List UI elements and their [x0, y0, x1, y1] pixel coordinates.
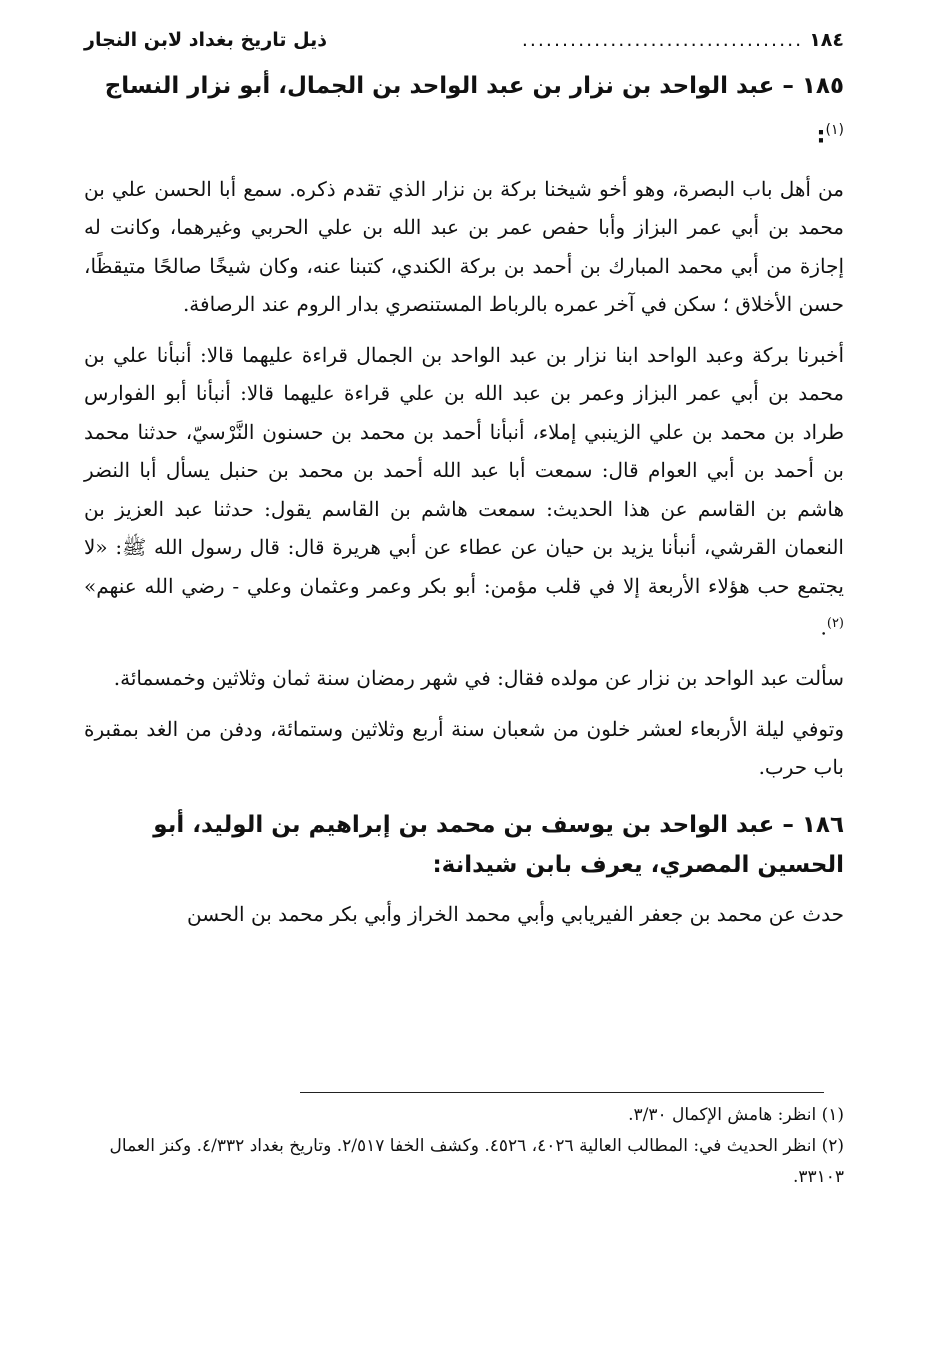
- entry-186-title: ١٨٦ – عبد الواحد بن يوسف بن محمد بن إبراهيم بن الوليد، أبو الحسين المصري، يعرف بابن شيدانة:: [153, 811, 844, 878]
- entry-185-title: [84, 64, 844, 158]
- footnote-1: (١) انظر: هامش الإكمال ٣/٣٠.: [628, 1105, 844, 1125]
- footnote-2: (٢) انظر الحديث في: المطالب العالية ٤٠٢٦، ٤٥٢٦. وكشف الخفا ٢/٥١٧. وتاريخ بغداد ٤/٣٣٢. وكنز العمال ٣٣١٠٣.: [109, 1136, 844, 1187]
- entry-186-text: حدث عن محمد بن جعفر الفيريابي وأبي محمد الخراز وأبي بكر محمد بن الحسن: [186, 901, 844, 926]
- footnote-separator: [300, 1092, 824, 1093]
- footnote-ref-1: (١): [825, 122, 844, 138]
- page-body: [84, 26, 844, 945]
- entry-185-title-text: ١٨٥ – عبد الواحد بن نزار بن عبد الواحد بن الجمال، أبو نزار النساج: [104, 73, 844, 99]
- page-number: ١٨٤: [809, 29, 844, 51]
- footnote-ref-2: (٢): [826, 616, 844, 632]
- running-title: ذيل تاريخ بغداد لابن النجار: [84, 29, 327, 51]
- entry-185-death: وتوفي ليلة الأربعاء لعشر خلون من شعبان سنة أربع وثلاثين وستمائة، ودفن من الغد بمقبرة باب حرب.: [84, 716, 844, 780]
- entry-185-title-colon: :: [816, 122, 826, 149]
- running-header: [84, 26, 844, 56]
- header-dot-leader: ...................................: [521, 29, 804, 51]
- entry-185-hadith: [84, 336, 844, 648]
- entry-185-birth: سألت عبد الواحد بن نزار عن مولده فقال: في شهر رمضان سنة ثمان وثلاثين وخمسمائة.: [113, 666, 844, 691]
- entry-185-biography: من أهل باب البصرة، وهو أخو شيخنا بركة بن نزار الذي تقدم ذكره. سمع أبا الحسن علي بن محمد بن أبي عمر البزاز وأبا حفص عمر بن عبد الله بن علي الحربي وغيرهما، وكانت له إجازة من أبي محمد المبارك بن أحمد بن بركة الكندي، كتبنا عنه، وكان شيخًا صالحًا متيقظًا، حسن الأخلاق ؛ سكن في آخر عمره بالرباط المستنصري بدار الروم عند الرصافة.: [84, 176, 844, 317]
- entry-185-hadith-period: .: [820, 615, 827, 640]
- footnotes: [96, 1100, 844, 1193]
- entry-185-hadith-text: أخبرنا بركة وعبد الواحد ابنا نزار بن عبد الواحد بن الجمال قراءة عليهما قالا: أنبأنا علي بن محمد بن أبي عمر البزاز وعمر بن عبد الله بن علي قراءة عليهما قالا: أنبأنا أبو الفوارس طراد بن محمد بن علي الزينبي إملاء، أنبأنا أحمد بن محمد بن حسنون النَّرْسيّ، حدثنا محمد بن أحمد بن أبي العوام قال: سمعت أبا عبد الله أحمد بن محمد بن حنبل يسأل أبا النضر هاشم بن القاسم عن هذا الحديث: سمعت هاشم بن القاسم يقول: حدثنا عبد العزيز بن النعمان القرشي، أنبأنا يزيد بن حيان عن عطاء عن أبي هريرة قال: قال رسول الله ﷺ: «لا يجتمع حب هؤلاء الأربعة إلا في قلب مؤمن: أبو بكر وعمر وعثمان وعلي - رضي الله عنهم»: [84, 342, 844, 598]
